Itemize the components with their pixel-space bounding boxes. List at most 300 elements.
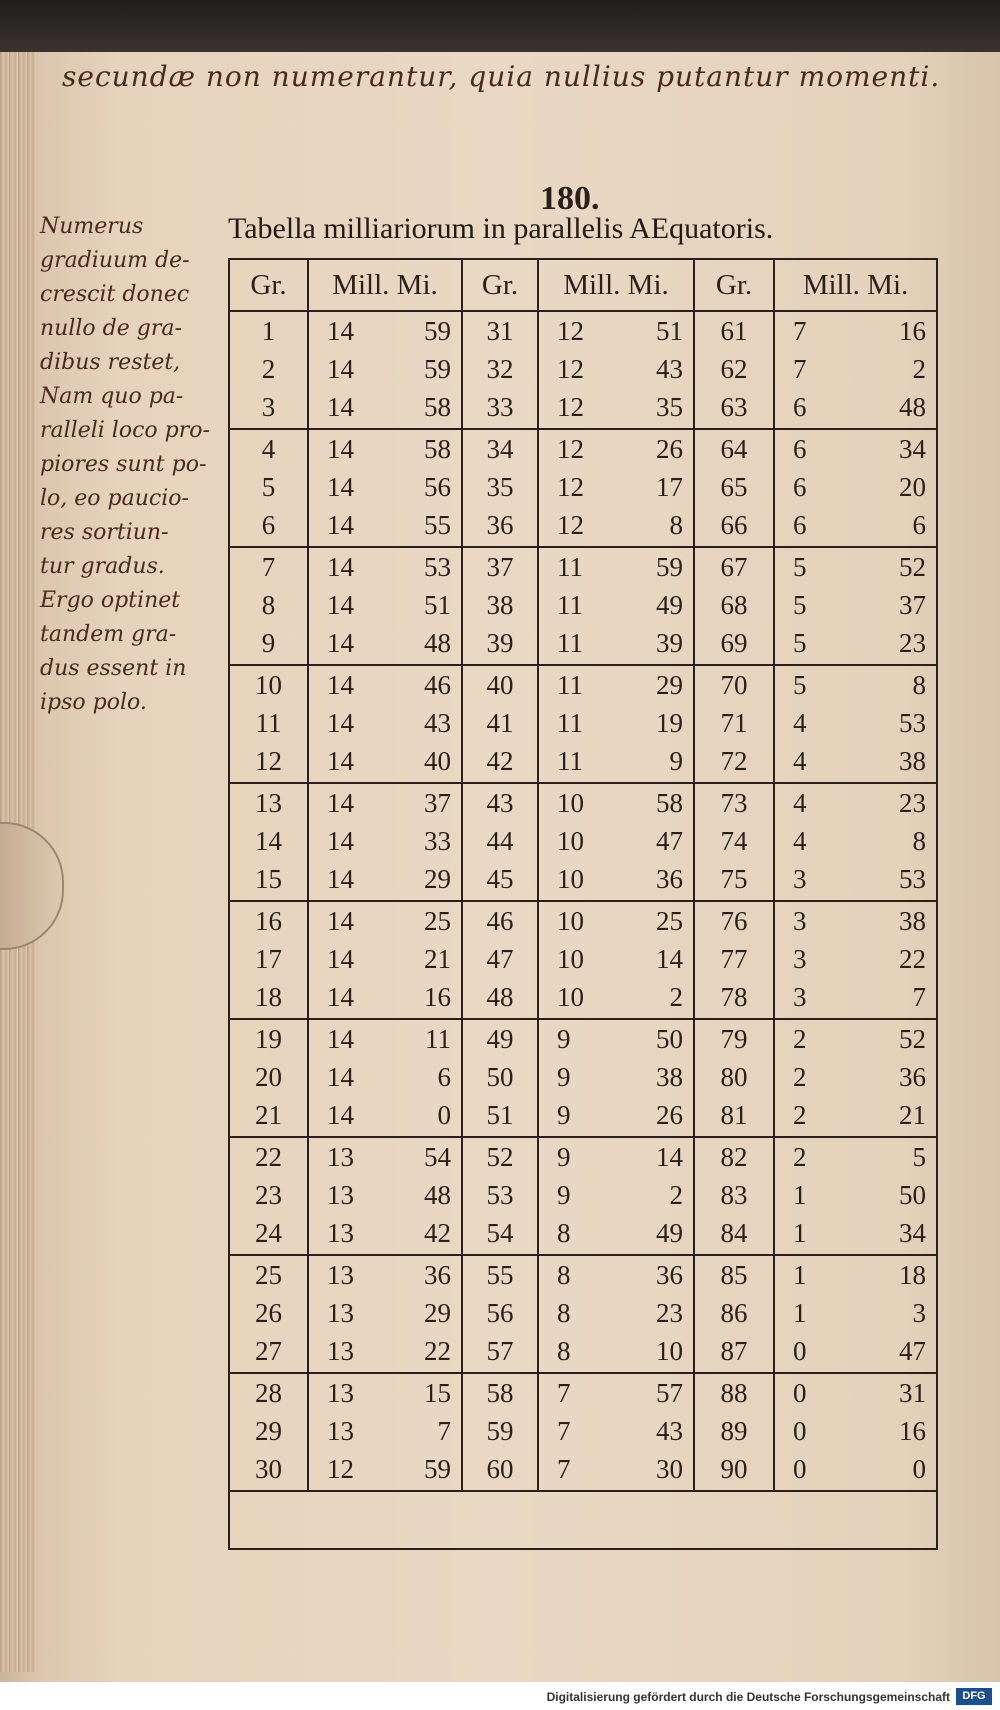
- degree-cell: 14: [230, 822, 308, 860]
- margin-note-line: crescit donec: [40, 282, 190, 307]
- margin-note-line: dibus restet,: [40, 350, 181, 375]
- milliaria-cell: 14: [327, 1061, 354, 1092]
- book-cover-edge: [0, 0, 1000, 52]
- milliaria-cell: 14: [327, 787, 354, 818]
- milliaria-cell: 13: [327, 1141, 354, 1172]
- degree-cell: 87: [694, 1332, 774, 1373]
- milliaria-cell: 14: [327, 825, 354, 856]
- degree-cell: 90: [694, 1450, 774, 1491]
- table-row: [230, 311, 936, 350]
- milliaria-cell: 7: [557, 1415, 571, 1446]
- degree-cell: 17: [230, 940, 308, 978]
- table-row: [230, 1373, 936, 1412]
- milliaria-cell: 9: [557, 1141, 571, 1172]
- minutes-cell: 47: [600, 822, 694, 860]
- milliaria-cell: 14: [327, 353, 354, 384]
- milliaria-cell: 14: [327, 315, 354, 346]
- milliaria-cell: 9: [557, 1179, 571, 1210]
- minutes-cell: 31: [899, 1377, 926, 1408]
- minutes-cell: 16: [899, 1415, 926, 1446]
- table-row: [230, 704, 936, 742]
- minutes-cell: 29: [600, 665, 694, 704]
- milliaria-cell: 1: [774, 1214, 844, 1255]
- minutes-cell: 22: [899, 943, 926, 974]
- degree-cell: 37: [462, 547, 538, 586]
- milliaria-cell: 8: [557, 1259, 571, 1290]
- degree-cell: 86: [694, 1294, 774, 1332]
- margin-note-line: ipso polo.: [40, 690, 147, 715]
- margin-note-line: gradiuum de-: [40, 248, 190, 273]
- degree-cell: 55: [462, 1255, 538, 1294]
- minutes-cell: 48: [376, 624, 462, 665]
- header-cell: Mill. Mi.: [538, 259, 694, 311]
- degree-cell: 31: [462, 311, 538, 350]
- margin-note-line: ralleli loco pro-: [40, 418, 210, 443]
- minutes-cell: 37: [376, 783, 462, 822]
- minutes-cell: 26: [600, 429, 694, 468]
- milliaria-cell: 1: [793, 1179, 807, 1210]
- minutes-cell: 23: [600, 1294, 694, 1332]
- minutes-cell: 25: [600, 901, 694, 940]
- degree-cell: 21: [230, 1096, 308, 1137]
- table-row: [230, 1412, 936, 1450]
- milliaria-cell: 14: [308, 978, 376, 1019]
- minutes-cell: 2: [912, 353, 926, 384]
- milliaria-cell: 13: [327, 1179, 354, 1210]
- degree-cell: 80: [694, 1058, 774, 1096]
- minutes-cell: 23: [899, 787, 926, 818]
- minutes-cell: 8: [600, 506, 694, 547]
- milliaria-cell: 0: [774, 1332, 844, 1373]
- degree-cell: 72: [694, 742, 774, 783]
- margin-note-line: res sortiun-: [40, 520, 169, 545]
- degree-cell: 65: [694, 468, 774, 506]
- degree-cell: 73: [694, 783, 774, 822]
- minutes-cell: 29: [376, 860, 462, 901]
- degree-cell: 53: [462, 1176, 538, 1214]
- degree-cell: 10: [230, 665, 308, 704]
- milliaria-cell: 4: [793, 787, 807, 818]
- degree-cell: 13: [230, 783, 308, 822]
- degree-cell: 54: [462, 1214, 538, 1255]
- minutes-cell: 53: [844, 860, 936, 901]
- table-row: [230, 978, 936, 1019]
- minutes-cell: 2: [600, 1176, 694, 1214]
- milliaria-cell: 2: [774, 1096, 844, 1137]
- minutes-cell: 59: [600, 547, 694, 586]
- minutes-cell: 59: [376, 311, 462, 350]
- table-row: [230, 901, 936, 940]
- milliaria-cell: 12: [557, 353, 584, 384]
- degree-cell: 88: [694, 1373, 774, 1412]
- degree-cell: 4: [230, 429, 308, 468]
- degree-cell: 12: [230, 742, 308, 783]
- milliaria-cell: 14: [327, 707, 354, 738]
- degree-cell: 8: [230, 586, 308, 624]
- minutes-cell: 14: [600, 1137, 694, 1176]
- minutes-cell: 9: [600, 742, 694, 783]
- minutes-cell: 26: [600, 1096, 694, 1137]
- minutes-cell: 14: [600, 940, 694, 978]
- degree-cell: 66: [694, 506, 774, 547]
- milliaria-cell: 3: [774, 978, 844, 1019]
- minutes-cell: 43: [600, 1412, 694, 1450]
- minutes-cell: 17: [600, 468, 694, 506]
- degree-cell: 39: [462, 624, 538, 665]
- degree-cell: 83: [694, 1176, 774, 1214]
- milliaria-cell: 2: [793, 1023, 807, 1054]
- degree-cell: 22: [230, 1137, 308, 1176]
- milliaria-cell: 2: [793, 1141, 807, 1172]
- degree-cell: 15: [230, 860, 308, 901]
- minutes-cell: 54: [376, 1137, 462, 1176]
- milliaria-cell: 8: [557, 1297, 571, 1328]
- minutes-cell: 50: [899, 1179, 926, 1210]
- table-row: [230, 1137, 936, 1176]
- milliaria-cell: 13: [308, 1214, 376, 1255]
- degree-cell: 56: [462, 1294, 538, 1332]
- milliaria-cell: 14: [308, 742, 376, 783]
- table-row: [230, 468, 936, 506]
- milliaria-cell: 14: [308, 624, 376, 665]
- milliaria-cell: 13: [327, 1377, 354, 1408]
- milliaria-cell: 6: [774, 388, 844, 429]
- milliaria-cell: 9: [538, 1096, 600, 1137]
- degree-cell: 84: [694, 1214, 774, 1255]
- degree-cell: 61: [694, 311, 774, 350]
- table-row: [230, 586, 936, 624]
- degree-cell: 27: [230, 1332, 308, 1373]
- degree-cell: 62: [694, 350, 774, 388]
- dfg-logo: DFG: [956, 1688, 992, 1705]
- minutes-cell: 21: [844, 1096, 936, 1137]
- degree-cell: 3: [230, 388, 308, 429]
- degree-cell: 67: [694, 547, 774, 586]
- table-row: [230, 547, 936, 586]
- minutes-cell: 6: [376, 1058, 462, 1096]
- degree-cell: 30: [230, 1450, 308, 1491]
- minutes-cell: 35: [600, 388, 694, 429]
- milliaria-cell: 13: [327, 1297, 354, 1328]
- minutes-cell: 29: [376, 1294, 462, 1332]
- degree-cell: 20: [230, 1058, 308, 1096]
- milliaria-cell: 3: [774, 860, 844, 901]
- minutes-cell: 25: [376, 901, 462, 940]
- minutes-cell: 47: [844, 1332, 936, 1373]
- margin-note-line: lo, eo paucio-: [40, 486, 189, 511]
- minutes-cell: 6: [844, 506, 936, 547]
- table-row: [230, 1255, 936, 1294]
- degree-cell: 89: [694, 1412, 774, 1450]
- degree-cell: 28: [230, 1373, 308, 1412]
- minutes-cell: 36: [600, 860, 694, 901]
- milliaria-cell: 13: [327, 1415, 354, 1446]
- degree-cell: 25: [230, 1255, 308, 1294]
- milliaria-cell: 4: [793, 707, 807, 738]
- degree-cell: 35: [462, 468, 538, 506]
- minutes-cell: 42: [376, 1214, 462, 1255]
- margin-note-line: Ergo optinet: [40, 588, 181, 613]
- milliaria-cell: 11: [538, 624, 600, 665]
- milliaria-cell: 3: [793, 943, 807, 974]
- degree-cell: 50: [462, 1058, 538, 1096]
- milliaria-cell: 0: [774, 1450, 844, 1491]
- page-number: 180.: [540, 180, 600, 217]
- milliaria-cell: 12: [538, 388, 600, 429]
- degree-cell: 45: [462, 860, 538, 901]
- milliaria-cell: 7: [557, 1377, 571, 1408]
- minutes-cell: 36: [600, 1255, 694, 1294]
- minutes-cell: 46: [376, 665, 462, 704]
- milliaria-cell: 11: [557, 551, 583, 582]
- milliaria-cell: 13: [308, 1332, 376, 1373]
- milliaria-cell: 14: [327, 943, 354, 974]
- table-row: [230, 624, 936, 665]
- minutes-cell: 58: [376, 388, 462, 429]
- minutes-cell: 43: [376, 704, 462, 742]
- degree-cell: 76: [694, 901, 774, 940]
- milliaria-cell: 14: [327, 433, 354, 464]
- table-title: Tabella milliariorum in parallelis AEquatoris.: [228, 212, 774, 245]
- milliaria-cell: 11: [557, 707, 583, 738]
- milliaria-cell: 14: [327, 669, 354, 700]
- degree-cell: 23: [230, 1176, 308, 1214]
- degree-cell: 42: [462, 742, 538, 783]
- milliaria-cell: 14: [327, 905, 354, 936]
- degree-cell: 7: [230, 547, 308, 586]
- milliaria-cell: 10: [538, 978, 600, 1019]
- handwritten-margin-note: [40, 210, 240, 720]
- minutes-cell: 51: [600, 311, 694, 350]
- milliaria-cell: 11: [557, 589, 583, 620]
- minutes-cell: 48: [376, 1176, 462, 1214]
- milliaria-cell: 12: [538, 506, 600, 547]
- milliaria-cell: 14: [308, 506, 376, 547]
- milliaria-cell: 7: [793, 353, 807, 384]
- milliaria-cell: 6: [793, 471, 807, 502]
- footer-bar: [0, 1682, 1000, 1710]
- table-row: [230, 783, 936, 822]
- minutes-cell: 38: [899, 905, 926, 936]
- table-row: [230, 429, 936, 468]
- table-row: [230, 1332, 936, 1373]
- degree-cell: 46: [462, 901, 538, 940]
- minutes-cell: 53: [899, 707, 926, 738]
- table-row: [230, 1450, 936, 1491]
- degree-cell: 58: [462, 1373, 538, 1412]
- minutes-cell: 3: [912, 1297, 926, 1328]
- milliaria-cell: 6: [774, 506, 844, 547]
- degree-cell: 36: [462, 506, 538, 547]
- minutes-cell: 18: [899, 1259, 926, 1290]
- minutes-cell: 0: [376, 1096, 462, 1137]
- degree-cell: 64: [694, 429, 774, 468]
- minutes-cell: 57: [600, 1373, 694, 1412]
- header-cell: Gr.: [462, 259, 538, 311]
- milliaria-cell: 6: [793, 433, 807, 464]
- handwritten-top-note: secundæ non numerantur, quia nullius putantur momenti.: [62, 60, 941, 93]
- degree-cell: 60: [462, 1450, 538, 1491]
- milliaria-cell: 14: [327, 551, 354, 582]
- milliaria-cell: 9: [557, 1061, 571, 1092]
- milliaria-cell: 14: [327, 471, 354, 502]
- minutes-cell: 37: [899, 589, 926, 620]
- milliaria-cell: 8: [538, 1214, 600, 1255]
- degree-cell: 48: [462, 978, 538, 1019]
- degree-cell: 81: [694, 1096, 774, 1137]
- degree-cell: 69: [694, 624, 774, 665]
- minutes-cell: 52: [899, 551, 926, 582]
- milliaria-cell: 14: [327, 589, 354, 620]
- degree-cell: 51: [462, 1096, 538, 1137]
- milliaria-cell: 10: [557, 943, 584, 974]
- degree-cell: 5: [230, 468, 308, 506]
- milliaria-cell: 9: [557, 1023, 571, 1054]
- milliaria-cell: 10: [538, 860, 600, 901]
- degree-cell: 29: [230, 1412, 308, 1450]
- minutes-cell: 38: [600, 1058, 694, 1096]
- table-row: [230, 388, 936, 429]
- milliaria-cell: 4: [774, 742, 844, 783]
- footer-credit: Digitalisierung gefördert durch die Deutsche Forschungsgemeinschaft: [546, 1690, 950, 1704]
- table-row: [230, 1096, 936, 1137]
- milliaria-cell: 11: [557, 669, 583, 700]
- minutes-cell: 7: [844, 978, 936, 1019]
- degree-cell: 16: [230, 901, 308, 940]
- degree-cell: 70: [694, 665, 774, 704]
- minutes-cell: 55: [376, 506, 462, 547]
- degree-cell: 2: [230, 350, 308, 388]
- degree-cell: 41: [462, 704, 538, 742]
- minutes-cell: 58: [376, 429, 462, 468]
- minutes-cell: 38: [844, 742, 936, 783]
- degree-cell: 75: [694, 860, 774, 901]
- minutes-cell: 19: [600, 704, 694, 742]
- milliaria-cell: 12: [557, 471, 584, 502]
- degree-cell: 24: [230, 1214, 308, 1255]
- minutes-cell: 51: [376, 586, 462, 624]
- degree-cell: 77: [694, 940, 774, 978]
- degree-cell: 47: [462, 940, 538, 978]
- margin-note-line: nullo de gra-: [40, 316, 182, 341]
- minutes-cell: 15: [376, 1373, 462, 1412]
- margin-note-line: Numerus: [40, 214, 144, 239]
- degree-cell: 19: [230, 1019, 308, 1058]
- minutes-cell: 36: [899, 1061, 926, 1092]
- minutes-cell: 59: [376, 350, 462, 388]
- header-cell: Gr.: [230, 259, 308, 311]
- milliaria-cell: 13: [327, 1259, 354, 1290]
- minutes-cell: 49: [600, 586, 694, 624]
- table-row: [230, 350, 936, 388]
- minutes-cell: 50: [600, 1019, 694, 1058]
- minutes-cell: 43: [600, 350, 694, 388]
- degree-cell: 18: [230, 978, 308, 1019]
- milliaria-cell: 11: [538, 742, 600, 783]
- degree-cell: 85: [694, 1255, 774, 1294]
- degree-cell: 82: [694, 1137, 774, 1176]
- table-row: [230, 1058, 936, 1096]
- milliaria-cell: 5: [793, 669, 807, 700]
- milliaria-cell: 10: [557, 787, 584, 818]
- margin-note-line: tandem gra-: [40, 622, 177, 647]
- header-cell: Gr.: [694, 259, 774, 311]
- milliaria-cell: 14: [308, 1096, 376, 1137]
- minutes-cell: 33: [376, 822, 462, 860]
- degree-cell: 52: [462, 1137, 538, 1176]
- degree-cell: 59: [462, 1412, 538, 1450]
- degree-cell: 43: [462, 783, 538, 822]
- table-row: [230, 1176, 936, 1214]
- milliaria-cell: 12: [557, 315, 584, 346]
- degree-cell: 32: [462, 350, 538, 388]
- milliaria-table: [230, 258, 936, 1492]
- margin-note-line: tur gradus.: [40, 554, 165, 579]
- minutes-cell: 53: [376, 547, 462, 586]
- degree-cell: 49: [462, 1019, 538, 1058]
- degree-cell: 78: [694, 978, 774, 1019]
- milliaria-cell: 14: [327, 1023, 354, 1054]
- minutes-cell: 34: [844, 1214, 936, 1255]
- minutes-cell: 2: [600, 978, 694, 1019]
- degree-cell: 34: [462, 429, 538, 468]
- minutes-cell: 7: [376, 1412, 462, 1450]
- degree-cell: 11: [230, 704, 308, 742]
- milliaria-cell: 0: [793, 1377, 807, 1408]
- degree-cell: 33: [462, 388, 538, 429]
- minutes-cell: 36: [376, 1255, 462, 1294]
- degree-cell: 9: [230, 624, 308, 665]
- minutes-cell: 0: [844, 1450, 936, 1491]
- minutes-cell: 20: [899, 471, 926, 502]
- milliaria-cell: 1: [793, 1259, 807, 1290]
- margin-note-line: piores sunt po-: [40, 452, 207, 477]
- milliaria-cell: 10: [557, 905, 584, 936]
- minutes-cell: 11: [376, 1019, 462, 1058]
- minutes-cell: 58: [600, 783, 694, 822]
- degree-cell: 63: [694, 388, 774, 429]
- minutes-cell: 34: [899, 433, 926, 464]
- milliaria-cell: 7: [793, 315, 807, 346]
- milliaria-cell: 1: [793, 1297, 807, 1328]
- minutes-cell: 16: [376, 978, 462, 1019]
- table-row: [230, 822, 936, 860]
- margin-note-line: dus essent in: [40, 656, 187, 681]
- minutes-cell: 39: [600, 624, 694, 665]
- milliaria-cell: 12: [557, 433, 584, 464]
- table-row: [230, 665, 936, 704]
- degree-cell: 79: [694, 1019, 774, 1058]
- margin-note-line: Nam quo pa-: [40, 384, 184, 409]
- minutes-cell: 48: [844, 388, 936, 429]
- table-body: [230, 311, 936, 1491]
- minutes-cell: 56: [376, 468, 462, 506]
- book-clasp: [0, 822, 64, 950]
- table-row: [230, 940, 936, 978]
- milliaria-cell: 0: [793, 1415, 807, 1446]
- milliaria-cell: 14: [308, 860, 376, 901]
- header-cell: Mill. Mi.: [774, 259, 936, 311]
- milliaria-cell: 8: [538, 1332, 600, 1373]
- milliaria-cell: 5: [774, 624, 844, 665]
- degree-cell: 38: [462, 586, 538, 624]
- milliaria-cell: 3: [793, 905, 807, 936]
- minutes-cell: 49: [600, 1214, 694, 1255]
- minutes-cell: 52: [899, 1023, 926, 1054]
- header-cell: Mill. Mi.: [308, 259, 462, 311]
- table-row: [230, 506, 936, 547]
- milliaria-cell: 10: [557, 825, 584, 856]
